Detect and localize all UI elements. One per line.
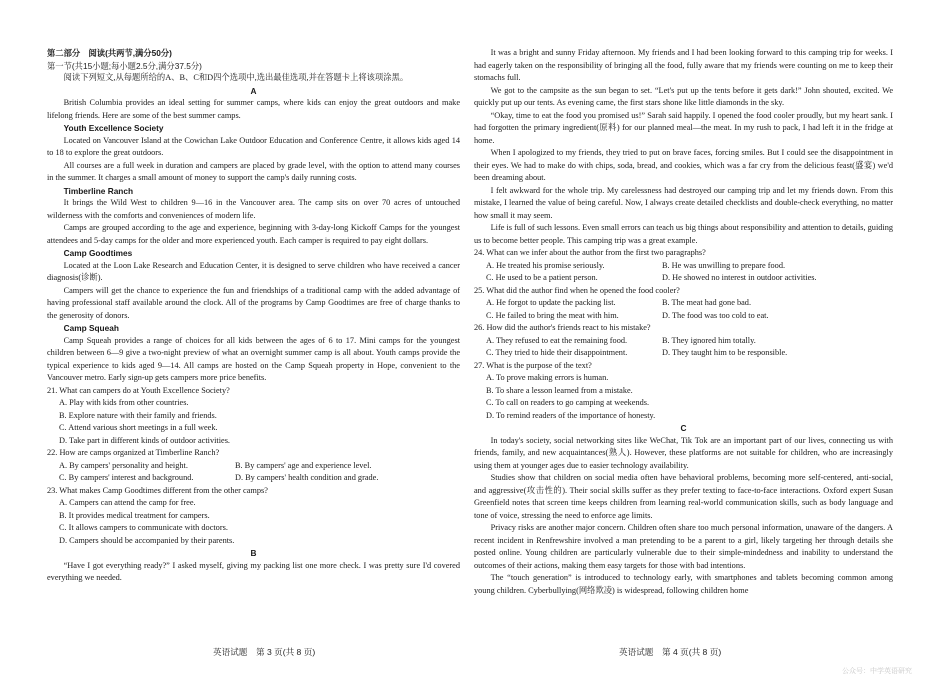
paragraph: “Have I got everything ready?” I asked myself, giving my packing list one more check. I was pretty sure I'd covered everything we needed.: [47, 560, 460, 582]
option: B. By campers' age and experience level.: [235, 460, 372, 470]
option: A. Campers can attend the camp for free.: [59, 498, 196, 507]
passage-a-label: A: [250, 85, 257, 96]
paragraph: The “touch generation” is introduced to technology early, with smartphones and tablets becoming common among young children. Cyberbullying(网络欺凌) is widespread, following children home: [474, 573, 893, 595]
option: C. He failed to bring the meat with him.: [486, 310, 619, 320]
question-26-stem: 26. How did the author's friends react to his mistake?: [474, 323, 651, 332]
paragraph: It was a bright and sunny Friday afternoon. My friends and I had been looking forward to this camping trip for weeks. I had eagerly taken on the responsibility of bringing all the food, fully aware that my friends were counting on me to keep their stomachs full.: [474, 48, 893, 82]
option: D. He showed no interest in outdoor activities.: [662, 273, 817, 282]
option: C. He used to be a patient person.: [486, 273, 598, 282]
paragraph: Located at the Loon Lake Research and Education Center, it is designed to serve children who have received a cancer diagnosis(诊断).: [47, 260, 460, 282]
option: C. By campers' interest and background.: [59, 473, 194, 482]
watermark-text: 公众号：中学英语研究: [842, 667, 912, 675]
question-22-stem: 22. How are camps organized at Timberline Ranch?: [47, 448, 220, 457]
page-footer-left: 英语试题 第 3 页(共 8 页): [213, 647, 316, 657]
instructions: 阅读下列短文,从每题所给的A、B、C和D四个选项中,选出最佳选项,并在答题卡上将该项涂黑。: [63, 73, 409, 82]
paragraph: Camps are grouped according to the age and experience, beginning with 3-day-long Kickoff Camps for the youngest attendees and 5-day camps for the older and more experienced youth. Each camper is required to pay eight dollars.: [47, 223, 460, 245]
paragraph: “Okay, time to eat the food you promised us!” Sarah said happily. I opened the food cooler proudly, but my heart sank. I had forgotten the primary ingredient(原料) for our planned meal—the meat. In my rush to pack, I had left it in the fridge at home.: [474, 110, 893, 145]
option-row: [474, 335, 893, 348]
page-footer-right: 英语试题 第 4 页(共 8 页): [619, 647, 722, 657]
option: B. The meat had gone bad.: [662, 298, 752, 307]
option: A. By campers' personality and height.: [59, 460, 188, 470]
question-23-stem: 23. What makes Camp Goodtimes different from the other camps?: [47, 485, 268, 495]
option: B. It provides medical treatment for campers.: [59, 510, 210, 520]
option: A. He forgot to update the packing list.: [486, 298, 616, 307]
paragraph: When I apologized to my friends, they tried to put on brave faces, forcing smiles. But I could see the disappointment in their eyes. We had to make do with chips, soda, bread, and cookies, which was a far cry from the delicious feast(盛宴) we'd been dreaming about.: [474, 148, 893, 182]
option-row: [474, 310, 893, 323]
option: C. They tried to hide their disappointment.: [486, 348, 628, 357]
camp-name-timberline: Timberline Ranch: [63, 185, 134, 196]
paragraph: It brings the Wild West to children 9—16 in the Vancouver area. The camp sits on over 70 acres of untouched wilderness with the comforts and conveniences of modern life.: [47, 198, 460, 220]
question-27-stem: 27. What is the purpose of the text?: [474, 360, 592, 370]
passage-c-label: C: [680, 423, 687, 433]
paragraph: Camp Squeah provides a range of choices for all kids between the ages of 6 to 17. Mini camps for the youngest children between 6—9 give a two-night preview of what an overnight summer camp is all about. Youth camps provide the typical experience to kids aged 9—14. All camps are hosted on the Camp Squeah property in Hope, convenient to the Vancouver metro. Early sign-up gets campers more price benefits.: [47, 335, 460, 382]
paragraph: Campers will get the chance to experience the fun and friendships of a traditional camp with the added advantage of having professional staff available around the clock. All of the programs by Camp Goodtimes are free of charge thanks to the generosity of donors.: [47, 285, 460, 320]
option: C. To call on readers to go camping at weekends.: [486, 398, 650, 407]
paragraph: Located on Vancouver Island at the Cowichan Lake Outdoor Education and Conference Centre, it allows kids aged 14 to 18 to explore the great outdoors.: [47, 135, 460, 157]
passage-b-label: B: [250, 548, 257, 558]
camp-name-goodtimes: Camp Goodtimes: [63, 248, 133, 258]
passage-a-intro: British Columbia provides an ideal setting for summer camps, where kids can enjoy the great outdoors and make lifelong friends. Here are some of the best summer camps.: [47, 98, 460, 120]
paragraph: Life is full of such lessons. Even small errors can teach us big things about responsibility and attention to details, guiding us to become better people. This camping trip was a great example.: [474, 223, 893, 245]
left-column: [47, 47, 460, 585]
section-title: 第一节(共15小题;每小题2.5分,满分37.5分): [47, 60, 202, 71]
option: D. Take part in different kinds of outdoor activities.: [59, 435, 231, 445]
option: C. It allows campers to communicate with doctors.: [59, 523, 228, 532]
question-25-stem: 25. What did the author find when he opened the food cooler?: [474, 285, 680, 295]
option-row: [474, 260, 893, 273]
option: D. They taught him to be responsible.: [662, 348, 788, 357]
option: D. Campers should be accompanied by their parents.: [59, 535, 235, 545]
option-row: [474, 347, 893, 360]
paragraph: We got to the campsite as the sun began to set. “Let's put up the tents before it gets dark!” John shouted, excited. We quickly put up our tents. As evening came, the first stars shone like little diamonds in the sky.: [474, 85, 893, 107]
option: B. They ignored him totally.: [662, 335, 756, 345]
option: D. To remind readers of the importance of honesty.: [486, 410, 656, 420]
option: B. He was unwilling to prepare food.: [662, 260, 786, 270]
part-title: 第二部分 阅读(共两节,满分50分): [47, 48, 172, 58]
option: B. To share a lesson learned from a mistake.: [486, 385, 633, 395]
option-row: [474, 272, 893, 285]
option: A. Play with kids from other countries.: [59, 398, 189, 407]
option-row: [474, 297, 893, 310]
option: C. Attend various short meetings in a full week.: [59, 423, 218, 432]
option: D. By campers' health condition and grade.: [235, 473, 379, 482]
right-column: [474, 47, 893, 597]
option: A. He treated his promise seriously.: [486, 260, 605, 270]
paragraph: All courses are a full week in duration and campers are placed by grade level, with the option to attend many courses in the summer. It charges a small amount of money to support the camp's daily running costs.: [47, 160, 460, 182]
option: D. The food was too cold to eat.: [662, 310, 769, 320]
option-row: [47, 460, 460, 473]
option: B. Explore nature with their family and friends.: [59, 410, 217, 420]
camp-name-youth-excellence: Youth Excellence Society: [63, 123, 164, 133]
paragraph: In today's society, social networking sites like WeChat, Tik Tok are an important part of our lives, connecting us with friends, family, and new acquaintances(熟人). However, these platforms are not suitable for children, who are increasingly using them at younger ages due to easier technology availability.: [474, 435, 893, 470]
paragraph: Studies show that children on social media often have behavioral problems, becoming more self-centered, anti-social, and aggressive(攻击性的). Their social skills suffer as they prefer texting to face-to-face interactions. Oxford expert Susan Greenfield notes that screen time keeps children from learning real-world communication skills, such as body language and tone of voice, stressing the need to enforce age limits.: [474, 473, 893, 520]
question-21-stem: 21. What can campers do at Youth Excellence Society?: [47, 385, 230, 395]
paragraph: I felt awkward for the whole trip. My carelessness had destroyed our camping trip and let my friends down. From this mistake, I learned the value of being careful. Now, I always create detailed checklists and double-check everything, no matter how small it may seem.: [474, 185, 893, 220]
question-24-stem: 24. What can we infer about the author from the first two paragraphs?: [474, 248, 706, 257]
camp-name-squeah: Camp Squeah: [63, 323, 119, 333]
option: A. They refused to eat the remaining food.: [486, 335, 628, 345]
paragraph: Privacy risks are another major concern. Children often share too much personal information, unaware of the dangers. A recent incident in Renfrewshire involved a man pretending to be a parent to a girl, likely targeting her through details she posted online. Young children are particularly vulnerable due to their simple-mindedness and inability to understand the outcomes of their actions, making them easy targets for those with bad intentions.: [474, 523, 893, 570]
option-row: [47, 472, 460, 485]
option: A. To prove making errors is human.: [486, 373, 609, 382]
